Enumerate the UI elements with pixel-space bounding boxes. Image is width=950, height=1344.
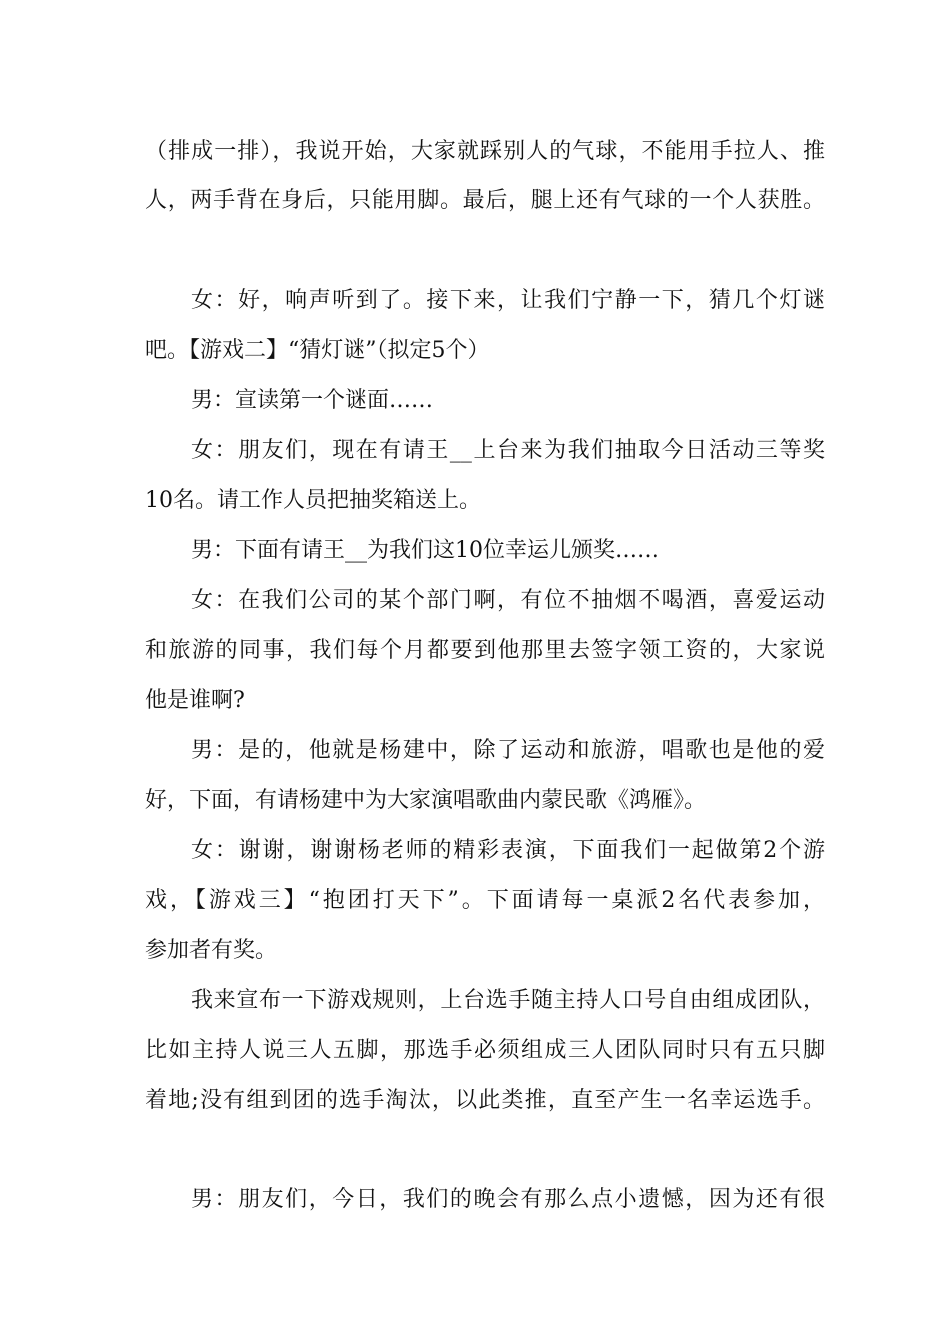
text-line: 吧。【游戏二】“猜灯谜”（拟定5个） <box>145 338 490 363</box>
text-line: 我来宣布一下游戏规则，上台选手随主持人口号自由组成团队， <box>191 988 825 1013</box>
text-line: 10名。请工作人员把抽奖箱送上。 <box>145 488 481 513</box>
text-line: 女：好，响声听到了。接下来，让我们宁静一下，猜几个灯谜 <box>191 288 825 313</box>
text-line: 女：朋友们，现在有请王__上台来为我们抽取今日活动三等奖 <box>191 438 825 463</box>
text-line: 男：是的，他就是杨建中，除了运动和旅游，唱歌也是他的爱 <box>191 738 825 763</box>
text-line: 着地;没有组到团的选手淘汰，以此类推，直至产生一名幸运选手。 <box>145 1088 825 1113</box>
text-line: 和旅游的同事，我们每个月都要到他那里去签字领工资的，大家说 <box>145 638 825 663</box>
text-line: （排成一排），我说开始，大家就踩别人的气球，不能用手拉人、推 <box>145 139 825 164</box>
text-line: 人，两手背在身后，只能用脚。最后，腿上还有气球的一个人获胜。 <box>145 188 825 213</box>
text-line: 女：谢谢，谢谢杨老师的精彩表演，下面我们一起做第2个游 <box>191 838 825 863</box>
text-line: 参加者有奖。 <box>145 938 278 963</box>
text-line: 男：朋友们，今日，我们的晚会有那么点小遗憾，因为还有很 <box>191 1187 825 1212</box>
text-line: 他是谁啊? <box>145 688 245 713</box>
text-line: 男：下面有请王__为我们这10位幸运儿颁奖…… <box>191 538 659 563</box>
text-line: 比如主持人说三人五脚，那选手必须组成三人团队同时只有五只脚 <box>145 1038 825 1063</box>
text-line: 男：宣读第一个谜面…… <box>191 388 434 413</box>
text-line: 好，下面，有请杨建中为大家演唱歌曲内蒙民歌《鸿雁》。 <box>145 788 707 813</box>
text-line: 戏，【游戏三】“抱团打天下”。下面请每一桌派2名代表参加， <box>145 888 825 913</box>
text-line: 女：在我们公司的某个部门啊，有位不抽烟不喝酒，喜爱运动 <box>191 588 825 613</box>
